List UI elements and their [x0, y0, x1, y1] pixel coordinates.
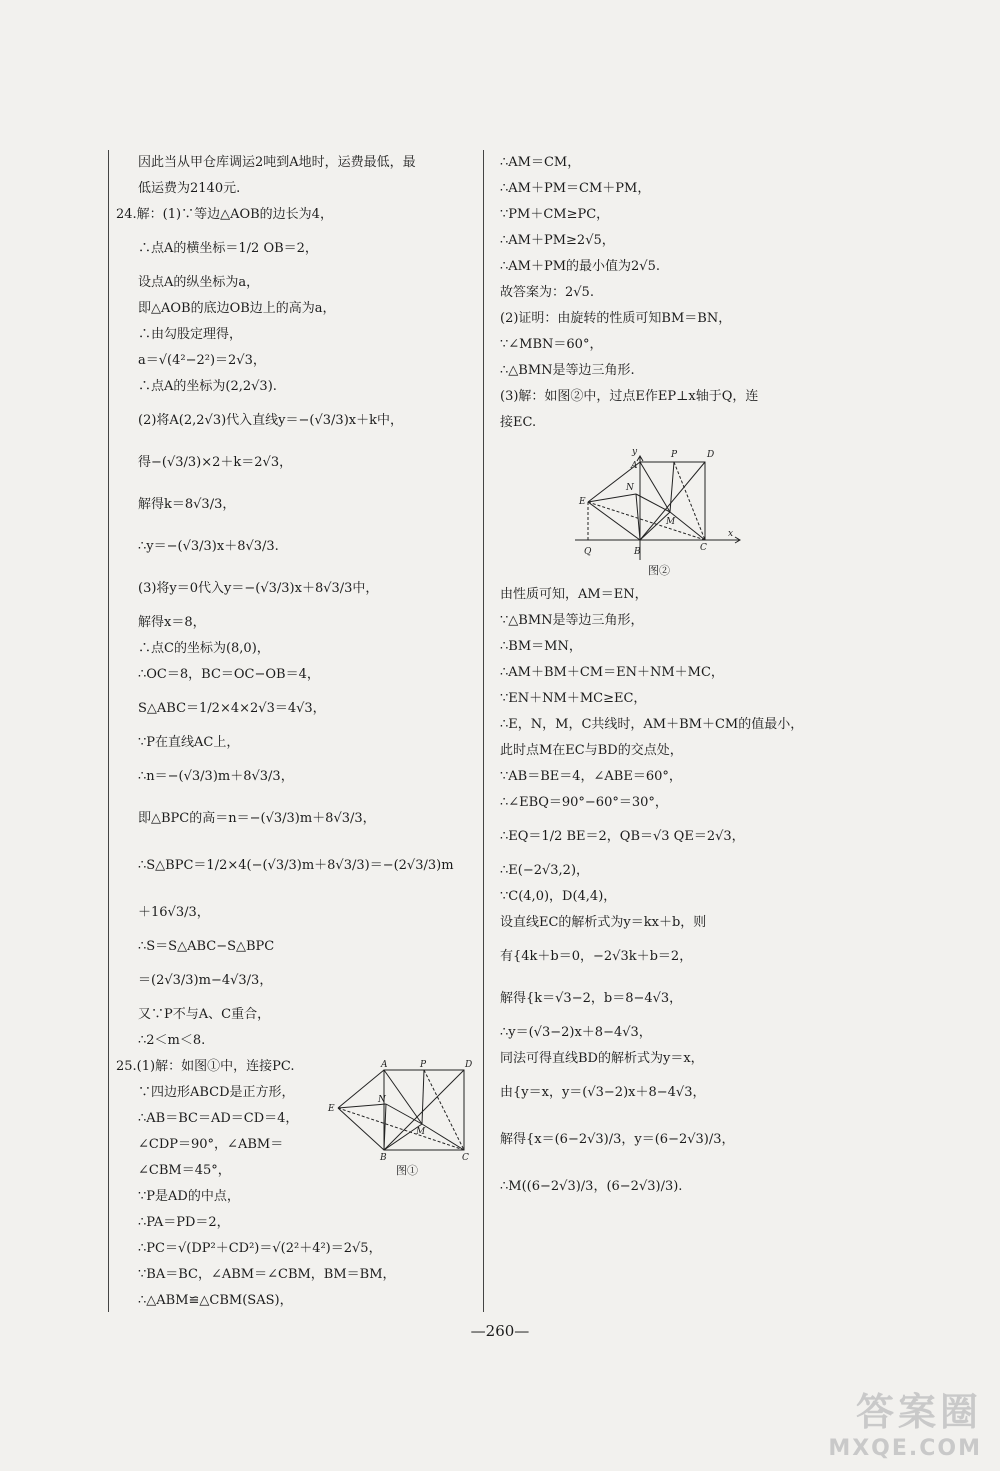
- text-line: ∵∠MBN＝60°，: [500, 337, 603, 352]
- text-line: 接EC.: [500, 415, 537, 430]
- text-line: 故答案为：2√5.: [500, 285, 594, 300]
- text-line: 同法可得直线BD的解析式为y＝x，: [500, 1051, 704, 1066]
- figure-2-caption: 图②: [648, 564, 670, 577]
- text-line: ∴PA＝PD＝2，: [138, 1215, 230, 1230]
- text-line: ∵C(4,0)，D(4,4)，: [500, 889, 617, 904]
- figure-1-diagram: [326, 1058, 476, 1176]
- text-line: ∵四边形ABCD是正方形，: [138, 1085, 295, 1100]
- problem-25-block: [116, 1054, 473, 1314]
- text-line: ∴S＝S△ABC−S△BPC: [138, 939, 275, 954]
- label-D: D: [465, 1060, 473, 1070]
- text-line: ∴△ABM≌△CBM(SAS)，: [138, 1293, 293, 1308]
- text-line: 即△AOB的底边OB边上的高为a，: [138, 301, 336, 316]
- left-column: [116, 150, 473, 1314]
- text-line: ∴△BMN是等边三角形.: [500, 363, 635, 378]
- label-M: M: [416, 1127, 426, 1137]
- text-line: ∴y＝−(√3/3)x＋8√3/3.: [138, 539, 279, 554]
- figure-1: [326, 1058, 476, 1176]
- text-line: ∴AM＋PM的最小值为2√5.: [500, 259, 660, 274]
- text-line: 低运费为2140元.: [138, 181, 241, 196]
- text-line: 解得x＝8，: [138, 615, 206, 630]
- text-line: ∴E(−2√3,2)，: [500, 863, 590, 878]
- text-line: ∵P在直线AC上，: [138, 735, 240, 750]
- text-line: ∴∠EBQ＝90°−60°＝30°，: [500, 795, 668, 810]
- label-B: B: [380, 1153, 387, 1163]
- label-x: x: [728, 529, 734, 539]
- watermark-url: MXQE.COM: [828, 1436, 982, 1461]
- text-line: ∴AM＝CM，: [500, 155, 581, 170]
- text-line: ∴n＝−(√3/3)m＋8√3/3，: [138, 769, 294, 784]
- text-line: ∵AB＝BE＝4，∠ABE＝60°，: [500, 769, 682, 784]
- label-E: E: [328, 1104, 335, 1114]
- text-line: ∴y＝(√3−2)x＋8−4√3，: [500, 1025, 652, 1040]
- text-line: 此时点M在EC与BD的交点处，: [500, 743, 683, 758]
- text-line: ∴E，N，M，C共线时，AM＋BM＋CM的值最小，: [500, 717, 804, 732]
- text-line: ∴PC＝√(DP²＋CD²)＝√(2²＋4²)＝2√5，: [138, 1241, 382, 1256]
- text-line: 解得k＝8√3/3，: [138, 497, 236, 512]
- text-line: 设直线EC的解析式为y＝kx＋b，则: [500, 915, 707, 930]
- text-line: ∴AM＋PM＝CM＋PM，: [500, 181, 651, 196]
- text-line: ∵△BMN是等边三角形，: [500, 613, 644, 628]
- equation-system: 解得{x＝(6−2√3)/3，y＝(6−2√3)/3，: [500, 1132, 735, 1147]
- text-line: ∴2＜m＜8.: [138, 1033, 206, 1048]
- text-line: (3)解：如图②中，过点E作EP⊥x轴于Q，连: [500, 389, 759, 404]
- text-line: ∴M((6−2√3)/3，(6−2√3)/3).: [500, 1179, 683, 1194]
- text-line: ∵EN＋NM＋MC≥EC，: [500, 691, 647, 706]
- text-line: ∵P是AD的中点，: [138, 1189, 240, 1204]
- text-line: a＝√(4²−2²)＝2√3，: [138, 353, 266, 368]
- label-M: M: [666, 517, 676, 527]
- text-line: ＋16√3/3，: [138, 905, 210, 920]
- column-divider: [483, 150, 484, 1312]
- text-line: 即△BPC的高＝n＝−(√3/3)m＋8√3/3，: [138, 811, 376, 826]
- equation-system: 有{4k＋b＝0，−2√3k＋b＝2，: [500, 949, 693, 964]
- text-line: 又∵P不与A、C重合，: [138, 1007, 271, 1022]
- problem-25-heading: 25.(1)解：如图①中，连接PC.: [116, 1059, 295, 1074]
- text-line: 设点A的纵坐标为a，: [138, 275, 260, 290]
- text-line: ∴EQ＝1/2 BE＝2，QB＝√3 QE＝2√3，: [500, 829, 745, 844]
- label-N: N: [626, 483, 634, 493]
- text-line: ∴由勾股定理得，: [138, 327, 243, 342]
- text-line: 因此当从甲仓库调运2吨到A地时，运费最低，最: [138, 155, 416, 170]
- label-N: N: [378, 1095, 386, 1105]
- label-Q: Q: [584, 547, 592, 557]
- text-line: 得−(√3/3)×2＋k＝2√3，: [138, 455, 293, 470]
- watermark: [828, 1381, 982, 1461]
- text-line: ∴S△BPC＝1/2×4(−(√3/3)m＋8√3/3)＝−(2√3/3)m: [138, 858, 454, 873]
- text-line: ∴AM＋BM＋CM＝EN＋NM＋MC，: [500, 665, 724, 680]
- text-line: ∴BM＝MN，: [500, 639, 582, 654]
- label-A: A: [381, 1060, 388, 1070]
- text-line: ∴点A的坐标为(2,2√3).: [138, 379, 277, 394]
- label-C: C: [462, 1153, 469, 1163]
- text-line: (2)将A(2,2√3)代入直线y＝−(√3/3)x＋k中，: [138, 413, 403, 428]
- label-C: C: [700, 543, 707, 553]
- label-y: y: [632, 447, 638, 457]
- text-line: ∴AB＝BC＝AD＝CD＝4，: [138, 1111, 299, 1126]
- text-line: ∴点A的横坐标＝1/2 OB＝2，: [138, 241, 318, 256]
- text-line: ∵PM＋CM≥PC，: [500, 207, 610, 222]
- text-line: ∴AM＋PM≥2√5，: [500, 233, 615, 248]
- figure-1-caption: 图①: [396, 1164, 418, 1177]
- figure-2-diagram: [500, 442, 830, 582]
- equation-system: 由{y＝x，y＝(√3−2)x＋8−4√3，: [500, 1085, 706, 1100]
- label-B: B: [634, 547, 641, 557]
- text-line: (2)证明：由旋转的性质可知BM＝BN，: [500, 311, 732, 326]
- watermark-logo: 答案圈: [855, 1390, 982, 1434]
- text-line: ∠CDP＝90°，∠ABM＝: [138, 1137, 284, 1152]
- label-E: E: [579, 497, 586, 507]
- label-A: A: [631, 461, 638, 471]
- text-line: ∵BA＝BC，∠ABM＝∠CBM，BM＝BM，: [138, 1267, 396, 1282]
- equation-system: 解得{k＝√3−2，b＝8−4√3，: [500, 991, 683, 1006]
- right-column: [500, 150, 830, 1208]
- page-number: —260—: [470, 1322, 530, 1340]
- text-line: ∴OC＝8，BC＝OC−OB＝4，: [138, 667, 320, 682]
- text-line: 由性质可知，AM＝EN，: [500, 587, 648, 602]
- left-margin-rule: [108, 150, 109, 1312]
- text-line: ∴点C的坐标为(8,0)，: [138, 641, 270, 656]
- text-line: (3)将y＝0代入y＝−(√3/3)x＋8√3/3中，: [138, 581, 379, 596]
- label-P: P: [420, 1060, 427, 1070]
- text-line: S△ABC＝1/2×4×2√3＝4√3，: [138, 701, 326, 716]
- label-D: D: [707, 450, 715, 460]
- text-line: ∠CBM＝45°，: [138, 1163, 231, 1178]
- figure-2: [500, 442, 830, 582]
- problem-24-heading: 24.解：(1)∵等边△AOB的边长为4，: [116, 207, 333, 222]
- text-line: ＝(2√3/3)m−4√3/3，: [138, 973, 273, 988]
- label-P: P: [671, 450, 678, 460]
